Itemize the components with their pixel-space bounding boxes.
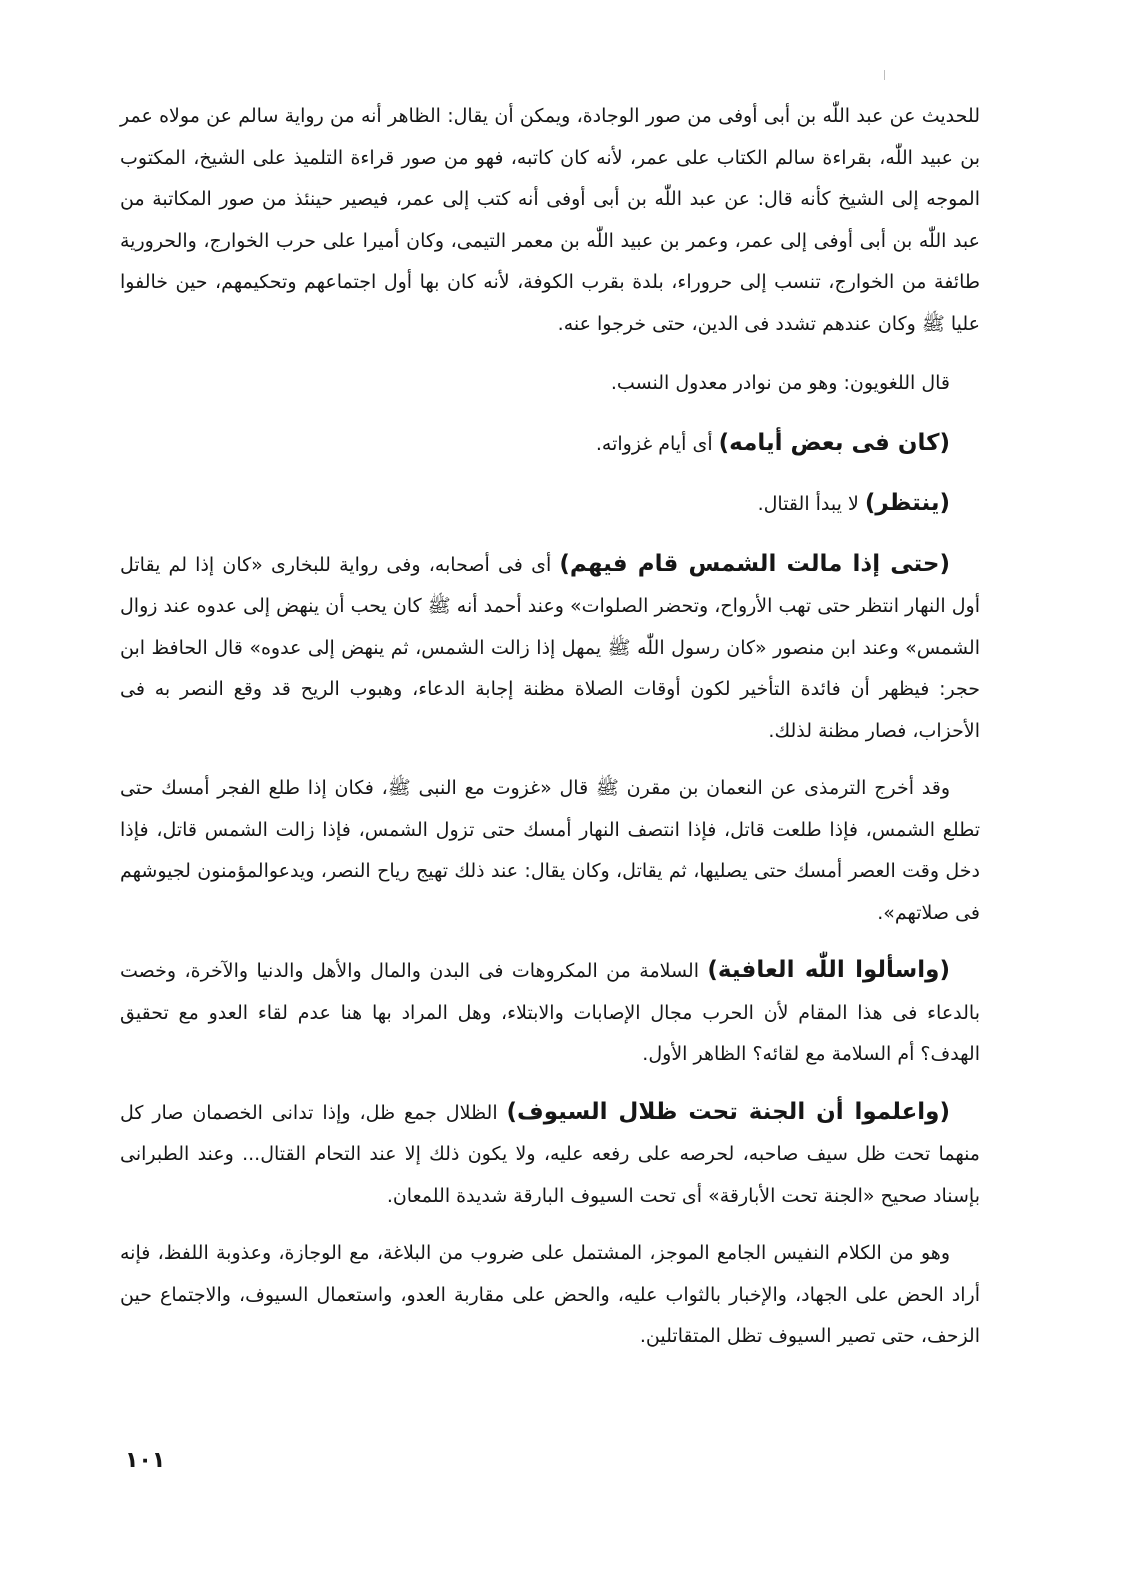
- paragraph-5: [120, 544, 980, 753]
- paragraph-4: [120, 483, 980, 526]
- scan-corner-mark: [884, 70, 885, 80]
- paragraph-7-text: السلامة من المكروهات فى البدن والمال والأهل والدنيا والآخرة، وخصت بالدعاء فى هذا المقام لأن الحرب مجال الإصابات والابتلاء، وهل المراد بها هنا عدم لقاء العدو مع تحقيق الهدف؟ أم السلامة مع لقائه؟ الظاهر الأول.: [120, 960, 980, 1065]
- paragraph-8-headword: (واعلموا أن الجنة تحت ظلال السيوف): [506, 1098, 950, 1125]
- paragraph-6: [120, 768, 980, 934]
- paragraph-5-text: أى فى أصحابه، وفى رواية للبخارى «كان إذا لم يقاتل أول النهار انتظر حتى تهب الأرواح، وتحضر الصلوات» وعند أحمد أنه ﷺ كان يحب أن ينهض إلى عدوه عند زوال الشمس» وعند ابن منصور «كان رسول اللّٰه ﷺ يمهل إذا زالت الشمس، ثم ينهض إلى عدوه» قال الحافظ ابن حجر: فيظهر أن فائدة التأخير لكون أوقات الصلاة مظنة إجابة الدعاء، وهبوب الريح قد وقع النصر به فى الأحزاب، فصار مظنة لذلك.: [120, 553, 980, 742]
- paragraph-9: [120, 1233, 980, 1358]
- paragraph-4-headword: (ينتظر): [864, 490, 950, 516]
- paragraph-2: [120, 363, 980, 405]
- paragraph-8-text: الظلال جمع ظل، وإذا تدانى الخصمان صار كل منهما تحت ظل سيف صاحبه، لحرصه على رفعه عليه، ولا يكون ذلك إلا عند التحام القتال... وعند الطبرانى بإسناد صحيح «الجنة تحت الأبارقة» أى تحت السيوف البارقة شديدة اللمعان.: [120, 1101, 980, 1207]
- paragraph-7-headword: (واسألوا اللّٰه العافية): [707, 957, 950, 983]
- paragraph-9-text: وهو من الكلام النفيس الجامع الموجز، المشتمل على ضروب من البلاغة، مع الوجازة، وعذوبة اللفظ، فإنه أراد الحض على الجهاد، والإخبار بالثواب عليه، والحض على مقاربة العدو، واستعمال السيوف، والاجتماع حين الزحف، حتى تصير السيوف تظل المتقاتلين.: [120, 1242, 980, 1347]
- paragraph-3-text: أى أيام غزواته.: [595, 432, 719, 455]
- page-number: ١٠١: [125, 1448, 166, 1473]
- paragraph-2-text: قال اللغويون: وهو من نوادر معدول النسب.: [610, 372, 950, 394]
- paragraph-7: [120, 950, 980, 1076]
- paragraph-6-text: وقد أخرج الترمذى عن النعمان بن مقرن ﷺ قال «غزوت مع النبى ﷺ، فكان إذا طلع الفجر أمسك حتى تطلع الشمس، فإذا طلعت قاتل، فإذا انتصف النهار أمسك حتى تزول الشمس، فإذا زالت الشمس قاتل، فإذا دخل وقت العصر أمسك حتى يصليها، ثم يقاتل، وكان يقال: عند ذلك تهيج رياح النصر، ويدعوالمؤمنون لجيوشهم فى صلاتهم».: [120, 777, 980, 924]
- paragraph-8: [120, 1092, 980, 1218]
- paragraph-4-text: لا يبدأ القتال.: [757, 493, 865, 515]
- document-page: [120, 96, 980, 1374]
- paragraph-3-headword: (كان فى بعض أيامه): [718, 429, 950, 456]
- paragraph-3: [120, 423, 980, 466]
- paragraph-5-headword: (حتى إذا مالت الشمس قام فيهم): [559, 550, 950, 577]
- paragraph-1: [120, 96, 980, 345]
- paragraph-1-text: للحديث عن عبد اللّٰه بن أبى أوفى من صور الوجادة، ويمكن أن يقال: الظاهر أنه من رواية سالم عن مولاه عمر بن عبيد اللّٰه، بقراءة سالم الكتاب على عمر، لأنه كان كاتبه، فهو من صور قراءة التلميذ على الشيخ، المكتوب الموجه إلى الشيخ كأنه قال: عن عبد اللّٰه بن أبى أوفى أنه كتب إلى عمر، فيصير حينئذ من صور المكاتبة من عبد اللّٰه بن أبى أوفى إلى عمر، وعمر بن عبيد اللّٰه بن معمر التيمى، وكان أميرا على حرب الخوارج، والحرورية طائفة من الخوارج، تنسب إلى حروراء، بلدة بقرب الكوفة، لأنه كان بها أول اجتماعهم وتحكيمهم، حين خالفوا عليا ﷺ وكان عندهم تشدد فى الدين، حتى خرجوا عنه.: [120, 105, 980, 335]
